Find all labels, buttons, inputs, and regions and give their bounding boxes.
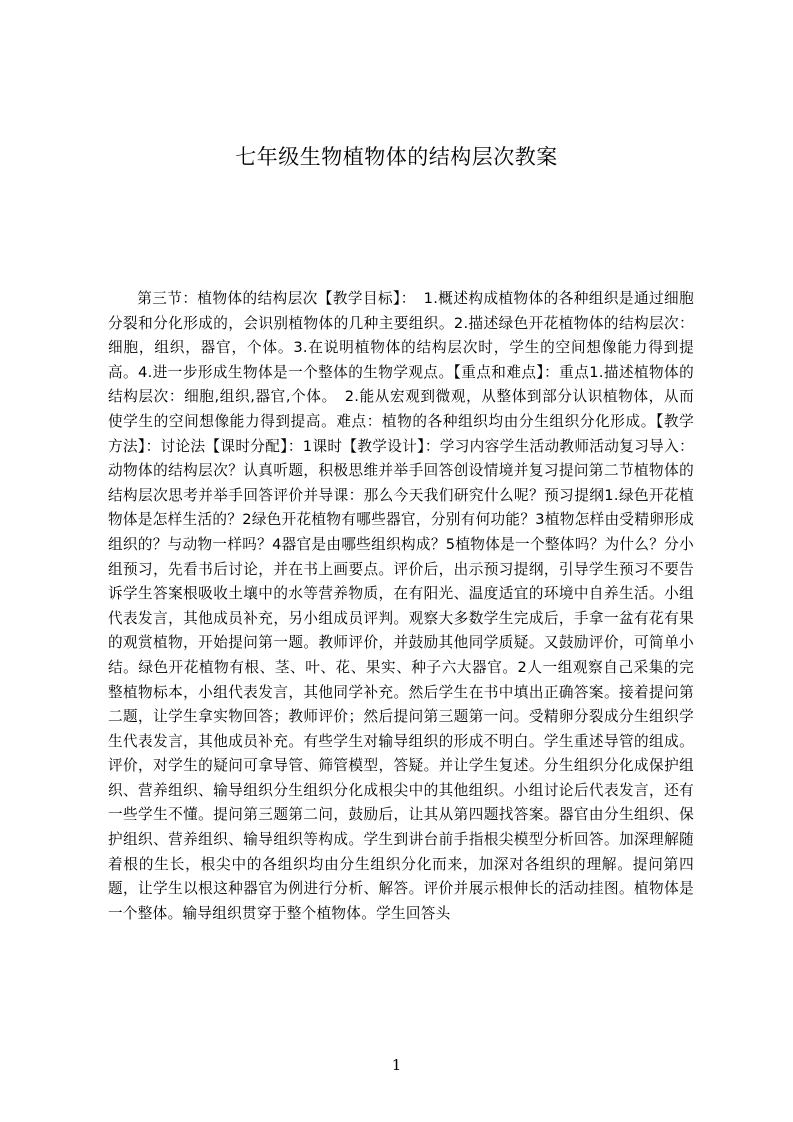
page-number: 1 [391, 1056, 402, 1074]
document-title: 七年级生物植物体的结构层次教案 [235, 145, 558, 169]
document-body-text: 第三节：植物体的结构层次【教学目标】： 1.概述构成植物体的各种组织是通过细胞分裂和分化形成的，会识别植物体的几种主要组织。2.描述绿色开花植物体的结构层次：细胞，组织，器官，个体。3.在说明植物体的结构层次时，学生的空间想像能力得到提高。4.进一步形成生物体是一个整体的生物学观点。【重点和难点】：重点1.描述植物体的结构层次：细胞,组织,器官,个体。 2.能从宏观到微观，从整体到部分认识植物体，从而使学生的空间想像能力得到提高。难点：植物的各种组织均由分生组织分化形成。【教学方法】：讨论法【课时分配】：1课时【教学设计】：学习内容学生活动教师活动复习导入：动物体的结构层次？认真听题，积极思维并举手回答创设情境并复习提问第二节植物体的结构层次思考并举手回答评价并导课：那么今天我们研究什么呢？预习提纲1.绿色开花植物体是怎样生活的？2绿色开花植物有哪些器官，分别有何功能？3植物怎样由受精卵形成组织的？与动物一样吗？4器官是由哪些组织构成？5植物体是一个整体吗？为什么？分小组预习，先看书后讨论，并在书上画要点。评价后，出示预习提纲，引导学生预习不要告诉学生答案根吸收土壤中的水等营养物质，在有阳光、温度适宜的环境中自养生活。小组代表发言，其他成员补充，另小组成员评判。观察大多数学生完成后，手拿一盆有花有果的观赏植物，开始提问第一题。教师评价，并鼓励其他同学质疑。又鼓励评价，可简单小结。绿色开花植物有根、茎、叶、花、果实、种子六大器官。2人一组观察自己采集的完整植物标本，小组代表发言，其他同学补充。然后学生在书中填出正确答案。接着提问第二题，让学生拿实物回答；教师评价；然后提问第三题第一问。受精卵分裂成分生组织学生代表发言，其他成员补充。有些学生对输导组织的形成不明白。学生重述导管的组成。评价，对学生的疑问可拿导管、筛管模型，答疑。并让学生复述。分生组织分化成保护组织、营养组织、输导组织分生组织分化成根尖中的其他组织。小组讨论后代表发言，还有一些学生不懂。提问第三题第二问，鼓励后，让其从第四题找答案。器官由分生组织、保护组织、营养组织、输导组织等构成。学生到讲台前手指根尖模型分析回答。加深理解随着根的生长，根尖中的各组织均由分生组织分化而来，加深对各组织的理解。提问第四题，让学生以根这种器官为例进行分析、解答。评价并展示根伸长的活动挂图。植物体是一个整体。输导组织贯穿于整个植物体。学生回答头 [108, 290, 694, 922]
